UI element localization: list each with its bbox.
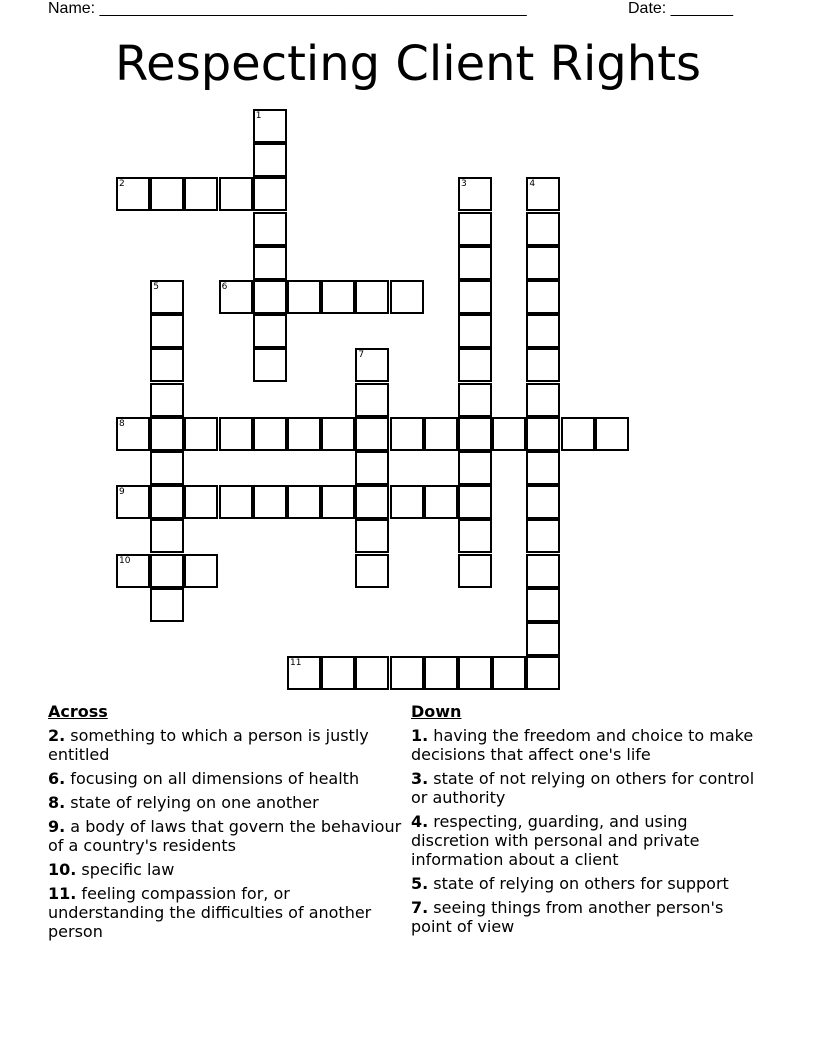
clue-text: a body of laws that govern the behaviour of a country's residents — [48, 817, 402, 855]
across-clue — [48, 884, 406, 941]
grid-cell[interactable] — [526, 280, 560, 314]
grid-cell[interactable] — [458, 212, 492, 246]
across-clue — [48, 860, 406, 879]
grid-cell[interactable] — [355, 656, 389, 690]
grid-cell[interactable] — [219, 485, 253, 519]
grid-cell[interactable] — [150, 383, 184, 417]
across-clue — [48, 817, 406, 855]
grid-cell[interactable] — [526, 588, 560, 622]
grid-cell[interactable] — [458, 485, 492, 519]
grid-cell[interactable] — [355, 519, 389, 553]
grid-cell[interactable] — [321, 485, 355, 519]
grid-cell[interactable] — [458, 177, 492, 211]
across-clues — [48, 702, 406, 946]
grid-cell[interactable] — [458, 519, 492, 553]
grid-cell[interactable] — [595, 417, 629, 451]
down-heading: Down — [411, 702, 462, 721]
grid-cell[interactable] — [390, 485, 424, 519]
down-clues — [411, 702, 761, 941]
down-clue — [411, 898, 761, 936]
grid-cell[interactable] — [287, 485, 321, 519]
grid-cell[interactable] — [526, 314, 560, 348]
clue-num: 3. — [411, 769, 429, 788]
grid-cell[interactable] — [526, 212, 560, 246]
grid-cell[interactable] — [150, 588, 184, 622]
grid-cell[interactable] — [150, 451, 184, 485]
grid-cell[interactable] — [526, 348, 560, 382]
grid-cell[interactable] — [458, 280, 492, 314]
grid-cell[interactable] — [253, 485, 287, 519]
grid-cell[interactable] — [253, 109, 287, 143]
grid-cell[interactable] — [219, 280, 253, 314]
grid-cell[interactable] — [458, 314, 492, 348]
grid-cell[interactable] — [253, 246, 287, 280]
down-clue-list — [411, 726, 761, 936]
grid-cell[interactable] — [253, 314, 287, 348]
grid-cell[interactable] — [492, 656, 526, 690]
clue-num: 5. — [411, 874, 429, 893]
grid-cell[interactable] — [253, 348, 287, 382]
down-clue — [411, 812, 761, 869]
grid-cell[interactable] — [355, 554, 389, 588]
clue-text: state of not relying on others for control or authority — [411, 769, 755, 807]
grid-cell[interactable] — [458, 383, 492, 417]
clue-text: state of relying on one another — [65, 793, 319, 812]
clue-num: 2. — [48, 726, 66, 745]
grid-cell[interactable] — [150, 417, 184, 451]
grid-cell[interactable] — [355, 451, 389, 485]
grid-cell[interactable] — [116, 554, 150, 588]
grid-cell[interactable] — [219, 417, 253, 451]
grid-cell[interactable] — [390, 417, 424, 451]
grid-cell[interactable] — [526, 177, 560, 211]
grid-cell[interactable] — [390, 280, 424, 314]
grid-cell[interactable] — [526, 246, 560, 280]
clue-text: feeling compassion for, or understanding the difficulties of another person — [48, 884, 372, 941]
clue-num: 6. — [48, 769, 66, 788]
clue-text: focusing on all dimensions of health — [65, 769, 360, 788]
clue-number: 2 — [119, 179, 125, 190]
clue-number: 11 — [290, 658, 302, 669]
grid-cell[interactable] — [116, 485, 150, 519]
grid-cell[interactable] — [253, 212, 287, 246]
grid-cell[interactable] — [184, 485, 218, 519]
clue-number: 5 — [153, 282, 159, 292]
grid-cell[interactable] — [561, 417, 595, 451]
grid-cell[interactable] — [321, 280, 355, 314]
grid-cell[interactable] — [150, 314, 184, 348]
grid-cell[interactable] — [253, 177, 287, 211]
grid-cell[interactable] — [184, 417, 218, 451]
clue-num: 7. — [411, 898, 429, 917]
grid-cell[interactable] — [184, 177, 218, 211]
clue-text: respecting, guarding, and using discretion with personal and private information about a client — [411, 812, 700, 869]
grid-cell[interactable] — [526, 656, 560, 690]
grid-cell[interactable] — [526, 485, 560, 519]
grid-cell[interactable] — [526, 622, 560, 656]
grid-cell[interactable] — [150, 485, 184, 519]
grid-cell[interactable] — [253, 417, 287, 451]
grid-cell[interactable] — [150, 554, 184, 588]
grid-cell[interactable] — [355, 417, 389, 451]
clue-num: 4. — [411, 812, 429, 831]
grid-cell[interactable] — [287, 417, 321, 451]
grid-cell[interactable] — [458, 348, 492, 382]
clue-number: 9 — [119, 487, 125, 498]
grid-cell[interactable] — [150, 280, 184, 314]
grid-cell[interactable] — [458, 417, 492, 451]
grid-cell[interactable] — [150, 348, 184, 382]
grid-cell[interactable] — [526, 417, 560, 451]
clue-text: something to which a person is justly entitled — [48, 726, 369, 764]
grid-cell[interactable] — [458, 246, 492, 280]
grid-cell[interactable] — [321, 417, 355, 451]
clue-number: 1 — [255, 111, 262, 121]
grid-cell[interactable] — [424, 656, 458, 690]
clue-num: 1. — [411, 726, 429, 745]
across-clue — [48, 726, 406, 764]
grid-cell[interactable] — [184, 554, 218, 588]
grid-cell[interactable] — [424, 417, 458, 451]
clue-number: 8 — [119, 418, 125, 429]
grid-cell[interactable] — [458, 656, 492, 690]
grid-cell[interactable] — [526, 519, 560, 553]
grid-cell[interactable] — [116, 417, 150, 451]
grid-cell[interactable] — [424, 485, 458, 519]
grid-cell[interactable] — [150, 177, 184, 211]
clue-num: 9. — [48, 817, 66, 836]
clue-text: having the freedom and choice to make decisions that affect one's life — [411, 726, 754, 764]
clue-number: 7 — [358, 350, 365, 361]
across-clue — [48, 793, 406, 812]
across-clue — [48, 769, 406, 788]
grid-cell[interactable] — [253, 143, 287, 177]
grid-cell[interactable] — [526, 451, 560, 485]
grid-cell[interactable] — [355, 280, 389, 314]
grid-cell[interactable] — [116, 177, 150, 211]
clue-number: 3 — [461, 179, 467, 190]
clue-number: 10 — [119, 555, 131, 566]
grid-cell[interactable] — [390, 656, 424, 690]
grid-cell[interactable] — [219, 177, 253, 211]
grid-cell[interactable] — [355, 485, 389, 519]
grid-cell[interactable] — [458, 554, 492, 588]
page-title: Respecting Client Rights — [114, 36, 702, 92]
grid-cell[interactable] — [526, 383, 560, 417]
down-clue — [411, 726, 761, 764]
down-clue — [411, 769, 761, 807]
across-clue-list — [48, 726, 406, 941]
grid-cell[interactable] — [355, 383, 389, 417]
clue-num: 10. — [48, 860, 77, 879]
grid-cell[interactable] — [321, 656, 355, 690]
clue-text: seeing things from another person's point of view — [411, 898, 724, 936]
clue-text: specific law — [76, 860, 175, 879]
grid-cell[interactable] — [458, 451, 492, 485]
date-field-label: Date: _______ — [628, 0, 733, 17]
clue-num: 11. — [48, 884, 77, 903]
name-field-label: Name: ________________________________________________ — [48, 0, 527, 17]
grid-cell[interactable] — [526, 554, 560, 588]
across-heading: Across — [48, 702, 108, 721]
grid-cell[interactable] — [287, 656, 321, 690]
grid-cell[interactable] — [150, 519, 184, 553]
down-clue — [411, 874, 761, 893]
grid-cell[interactable] — [253, 280, 287, 314]
grid-cell[interactable] — [492, 417, 526, 451]
clue-num: 8. — [48, 793, 66, 812]
clue-number: 6 — [221, 282, 228, 292]
grid-cell[interactable] — [287, 280, 321, 314]
clue-text: state of relying on others for support — [428, 874, 729, 893]
clue-number: 4 — [529, 179, 536, 190]
grid-cell[interactable] — [355, 348, 389, 382]
